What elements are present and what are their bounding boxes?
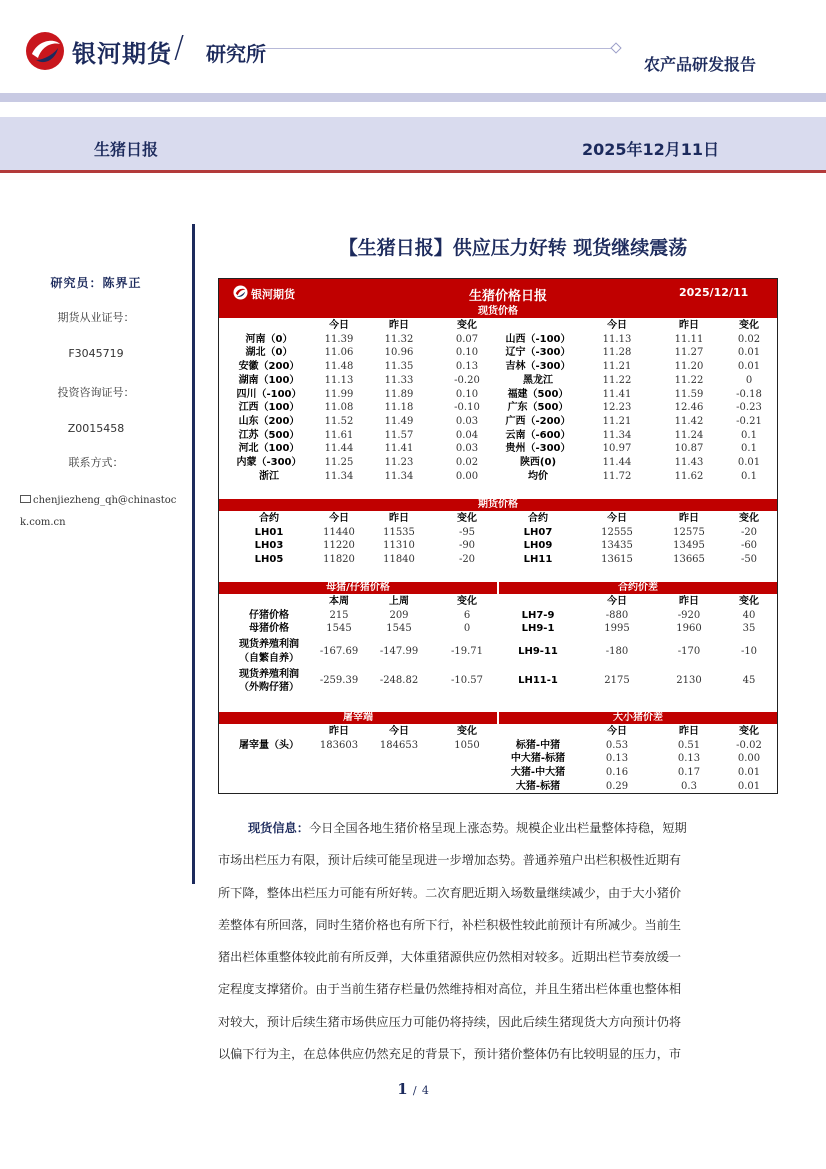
size-label: 大猪-标猪 bbox=[515, 780, 561, 792]
futures-value-left: -90 bbox=[458, 540, 476, 552]
size-header: 昨日 bbox=[679, 726, 699, 737]
spot-value-left: 11.32 bbox=[384, 333, 414, 345]
spread-header: 今日 bbox=[607, 596, 627, 607]
futures-header-right: 合约 bbox=[528, 513, 548, 524]
size-value: 0.53 bbox=[605, 739, 629, 751]
spot-value-right: -0.23 bbox=[736, 402, 762, 414]
size-value: 0.13 bbox=[605, 753, 629, 765]
spot-value-right: -0.18 bbox=[736, 388, 762, 400]
slaughter-value: 1050 bbox=[454, 739, 480, 751]
sow-value: -167.69 bbox=[319, 645, 359, 657]
spot-value-left: 11.61 bbox=[324, 429, 354, 441]
size-value: 0.13 bbox=[677, 753, 701, 765]
diamond-icon bbox=[610, 42, 621, 53]
spread-contract: LH7-9 bbox=[521, 609, 555, 621]
futures-value-right: 12575 bbox=[673, 526, 705, 538]
spot-province-right: 福建（500） bbox=[507, 388, 569, 400]
spread-value: 45 bbox=[742, 675, 756, 687]
spot-value-right: 10.97 bbox=[602, 443, 632, 455]
spread-value: 1960 bbox=[676, 623, 702, 635]
size-value: 0.16 bbox=[605, 767, 629, 779]
spot-value-left: 11.48 bbox=[324, 361, 354, 373]
spot-value-right: 11.20 bbox=[674, 361, 704, 373]
spot-value-right: 11.44 bbox=[602, 457, 632, 468]
futures-contract-left: LH03 bbox=[254, 540, 284, 552]
paragraph-line: 所下降，整体出栏压力可能有所好转。二次育肥近期入场数量继续减少，由于大小猪价 bbox=[218, 885, 682, 900]
futures-value-right: -20 bbox=[740, 526, 758, 538]
spot-value-right: 11.24 bbox=[674, 429, 704, 441]
spot-province-right: 山西（-100） bbox=[505, 333, 571, 345]
spot-value-right: 0.1 bbox=[741, 443, 757, 455]
spot-value-left: 11.18 bbox=[384, 402, 414, 414]
section-sow-piglet: 母猪/仔猪价格 bbox=[219, 582, 497, 594]
futures-value-right: -50 bbox=[740, 554, 758, 566]
spot-value-right: 0 bbox=[745, 374, 753, 386]
futures-value-right: 13665 bbox=[673, 554, 705, 566]
futures-value-left: 11220 bbox=[323, 540, 355, 552]
futures-value-right: 12555 bbox=[601, 526, 633, 538]
researcher-name: 研究员：陈界正 bbox=[50, 276, 142, 290]
page-sep: / bbox=[412, 1084, 417, 1097]
sow-value: 0 bbox=[463, 623, 471, 635]
spot-province-left: 安徽（200） bbox=[238, 361, 300, 373]
license-value: F3045719 bbox=[68, 347, 124, 360]
paragraph-line: 差整体有所回落，同时生猪价格也有所下行，补栏积极性较此前预计有所减少。当前生 bbox=[218, 917, 682, 932]
size-value: 0.00 bbox=[737, 753, 761, 765]
futures-contract-right: LH09 bbox=[523, 540, 553, 552]
spot-value-left: -0.20 bbox=[454, 374, 480, 386]
spot-value-left: 11.39 bbox=[324, 333, 354, 345]
spread-contract: LH11-1 bbox=[518, 675, 558, 687]
spot-value-left: -0.10 bbox=[454, 402, 480, 414]
spot-value-right: 11.27 bbox=[674, 347, 704, 359]
spot-province-left: 湖南（100） bbox=[238, 374, 300, 386]
spread-value: 35 bbox=[742, 623, 756, 635]
spot-value-left: 0.04 bbox=[455, 429, 479, 441]
sow-row-label: 现货养殖利润 bbox=[239, 639, 299, 651]
spot-province-left: 湖北（0） bbox=[245, 347, 293, 359]
spot-value-left: 0.10 bbox=[455, 388, 479, 400]
slaughter-value: 184653 bbox=[379, 739, 419, 751]
spot-value-right: 11.59 bbox=[674, 388, 704, 400]
futures-value-left: -95 bbox=[458, 526, 476, 538]
spot-value-right: 11.43 bbox=[674, 457, 704, 468]
section-futures: 期货价格 bbox=[219, 499, 777, 511]
spot-header-left: 变化 bbox=[457, 320, 477, 331]
sidebar-divider bbox=[192, 224, 195, 884]
futures-contract-right: LH11 bbox=[523, 554, 553, 566]
contact-label: 联系方式： bbox=[68, 456, 124, 469]
spot-value-left: 11.33 bbox=[384, 374, 414, 386]
header-band bbox=[0, 93, 826, 102]
spot-value-left: 11.35 bbox=[384, 361, 414, 373]
page-total: 4 bbox=[421, 1084, 429, 1097]
section-spot: 现货价格 bbox=[219, 306, 777, 318]
spot-province-left: 四川（-100） bbox=[236, 388, 302, 400]
advisory-label: 投资咨询证号： bbox=[57, 386, 135, 399]
spread-header: 昨日 bbox=[679, 596, 699, 607]
spot-province-left: 山东（200） bbox=[238, 415, 300, 427]
spot-value-left: 0.13 bbox=[455, 361, 479, 373]
spot-value-left: 0.10 bbox=[455, 347, 479, 359]
size-value: 0.51 bbox=[677, 739, 701, 751]
spread-contract: LH9-1 bbox=[521, 623, 555, 635]
futures-value-left: -20 bbox=[458, 554, 476, 566]
spot-value-left: 11.41 bbox=[384, 443, 414, 455]
spot-value-right: 0.1 bbox=[741, 429, 757, 441]
futures-contract-right: LH07 bbox=[523, 526, 553, 538]
sow-row-label: 现货养殖利润 bbox=[239, 668, 299, 680]
spread-value: 1995 bbox=[604, 623, 630, 635]
spot-value-left: 11.99 bbox=[324, 388, 354, 400]
paragraph-line bbox=[218, 812, 778, 844]
spot-value-right: 11.21 bbox=[602, 361, 632, 373]
size-header: 变化 bbox=[739, 726, 759, 737]
sow-value: -19.71 bbox=[450, 645, 483, 657]
paragraph-line: 市场出栏压力有限，预计后续可能呈现进一步增加态势。普通养殖户出栏积极性近期有 bbox=[218, 853, 682, 868]
spot-value-right: 11.13 bbox=[602, 333, 632, 345]
spot-value-right: 11.62 bbox=[674, 470, 704, 482]
spot-header-left: 今日 bbox=[329, 320, 349, 331]
slaughter-value: 183603 bbox=[319, 739, 359, 751]
spot-value-right: 0.01 bbox=[737, 457, 761, 468]
futures-header-right: 今日 bbox=[607, 513, 627, 524]
galaxy-futures-logo-icon bbox=[233, 285, 248, 300]
spread-value: -920 bbox=[677, 609, 701, 621]
section-size-spread: 大小猪价差 bbox=[499, 712, 777, 724]
paragraph-lead: 现货信息： bbox=[248, 821, 309, 835]
futures-value-right: 13615 bbox=[601, 554, 633, 566]
spot-value-left: 0.00 bbox=[455, 470, 479, 482]
spot-value-right: 11.42 bbox=[674, 415, 704, 427]
spread-value: 2130 bbox=[676, 675, 702, 687]
spot-province-left: 内蒙（-300） bbox=[236, 457, 302, 468]
section-slaughter: 屠宰端 bbox=[219, 712, 497, 724]
page-number bbox=[0, 1080, 826, 1098]
spot-province-right: 广东（500） bbox=[507, 402, 569, 414]
sow-value: 6 bbox=[463, 609, 471, 621]
size-header: 今日 bbox=[607, 726, 627, 737]
sow-value: 209 bbox=[389, 609, 409, 621]
license-label: 期货从业证号： bbox=[57, 311, 135, 324]
size-value: 0.01 bbox=[737, 780, 761, 792]
spot-value-right: 11.22 bbox=[602, 374, 632, 386]
spot-province-right: 吉林（-300） bbox=[505, 361, 571, 373]
size-label: 大猪-中大猪 bbox=[510, 767, 566, 779]
paragraph-text: 今日全国各地生猪价格呈现上涨态势。规模企业出栏量整体持稳，短期 bbox=[308, 821, 687, 835]
sow-row-sublabel: （外购仔猪） bbox=[239, 682, 299, 694]
spot-value-right: 0.01 bbox=[737, 361, 761, 373]
report-date: 2025年12月11日 bbox=[582, 140, 720, 159]
spot-value-left: 11.34 bbox=[384, 470, 414, 482]
spot-value-right: 10.87 bbox=[674, 443, 704, 455]
spot-province-right: 辽宁（-300） bbox=[505, 347, 571, 359]
size-label: 标猪-中猪 bbox=[515, 739, 561, 751]
table-date: 2025/12/11 bbox=[679, 286, 749, 299]
sow-row-label: 母猪价格 bbox=[249, 623, 289, 635]
sow-header: 本周 bbox=[329, 596, 349, 607]
daily-title: 生猪日报 bbox=[94, 140, 159, 159]
slaughter-header: 今日 bbox=[389, 726, 409, 737]
title-band-rule bbox=[0, 170, 826, 173]
page-title: 【生猪日报】供应压力好转 现货继续震荡 bbox=[338, 237, 688, 259]
sow-header: 上周 bbox=[389, 596, 409, 607]
spot-value-right: -0.21 bbox=[736, 415, 762, 427]
section-spread: 合约价差 bbox=[499, 582, 777, 594]
futures-value-left: 11840 bbox=[383, 554, 415, 566]
spot-value-left: 11.34 bbox=[324, 470, 354, 482]
paragraph-line: 猪出栏体重整体较此前有所反弹，大体重猪源供应仍然相对较多。近期出栏节奏放缓一 bbox=[218, 950, 682, 965]
spot-value-left: 11.89 bbox=[384, 388, 414, 400]
futures-value-right: 13435 bbox=[601, 540, 633, 552]
table-brand: 银河期货 bbox=[251, 288, 295, 301]
sow-header: 变化 bbox=[457, 596, 477, 607]
pig-price-table bbox=[218, 278, 778, 794]
spot-province-right: 黑龙江 bbox=[523, 374, 553, 386]
size-value: 0.17 bbox=[677, 767, 701, 779]
spot-value-right: 11.21 bbox=[602, 415, 632, 427]
slaughter-header: 昨日 bbox=[329, 726, 349, 737]
futures-header-right: 变化 bbox=[739, 513, 759, 524]
report-type: 农产品研发报告 bbox=[644, 55, 757, 74]
sow-value: -147.99 bbox=[379, 645, 419, 657]
futures-value-right: 13495 bbox=[673, 540, 705, 552]
spot-value-right: 0.02 bbox=[737, 333, 761, 345]
spread-value: 40 bbox=[742, 609, 756, 621]
spot-value-right: 11.28 bbox=[602, 347, 632, 359]
spot-province-right: 陕西(0) bbox=[519, 457, 557, 468]
spot-province-left: 浙江 bbox=[259, 470, 279, 482]
spot-value-left: 0.02 bbox=[455, 457, 479, 468]
spread-value: -880 bbox=[605, 609, 629, 621]
spot-header-right: 今日 bbox=[607, 320, 627, 331]
sow-row-label: 仔猪价格 bbox=[249, 609, 289, 621]
contact-email[interactable] bbox=[20, 490, 180, 534]
spot-value-right: 12.46 bbox=[674, 402, 704, 414]
spread-value: 2175 bbox=[604, 675, 630, 687]
futures-value-left: 11535 bbox=[383, 526, 415, 538]
spot-header-right: 昨日 bbox=[679, 320, 699, 331]
spread-value: -180 bbox=[605, 645, 629, 657]
size-value: -0.02 bbox=[736, 739, 762, 751]
sow-value: 1545 bbox=[326, 623, 352, 635]
spot-value-left: 11.57 bbox=[384, 429, 414, 441]
spread-value: -10 bbox=[740, 645, 758, 657]
size-value: 0.01 bbox=[737, 767, 761, 779]
spot-value-left: 11.06 bbox=[324, 347, 354, 359]
spot-value-right: 11.11 bbox=[674, 333, 704, 345]
spot-value-right: 11.34 bbox=[602, 429, 632, 441]
spot-header-right: 变化 bbox=[739, 320, 759, 331]
spot-value-left: 0.03 bbox=[455, 415, 479, 427]
futures-contract-left: LH05 bbox=[254, 554, 284, 566]
spot-value-right: 0.1 bbox=[741, 470, 757, 482]
email-text[interactable]: chenjiezheng_qh@chinastock.com.cn bbox=[20, 495, 177, 528]
sow-value: -10.57 bbox=[450, 675, 483, 687]
mail-icon bbox=[20, 495, 31, 503]
spot-header-left: 昨日 bbox=[389, 320, 409, 331]
slaughter-label: 屠宰量（头） bbox=[239, 739, 299, 751]
spot-province-left: 江西（100） bbox=[238, 402, 300, 414]
sow-value: 215 bbox=[329, 609, 349, 621]
spot-value-left: 0.07 bbox=[455, 333, 479, 345]
institute-name: 研究所 bbox=[206, 42, 266, 66]
spot-province-left: 江苏（500） bbox=[238, 429, 300, 441]
futures-contract-left: LH01 bbox=[254, 526, 284, 538]
spot-value-left: 11.13 bbox=[324, 374, 354, 386]
spot-value-left: 11.23 bbox=[384, 457, 414, 468]
spot-province-right: 广西（-200） bbox=[505, 415, 571, 427]
paragraph-line: 以偏下行为主，在总体供应仍然充足的背景下，预计猪价整体仍有比较明显的压力，市 bbox=[218, 1047, 682, 1062]
paragraph-line: 定程度支撑猪价。由于当前生猪存栏量仍然维持相对高位，并且生猪出栏体重也整体相 bbox=[218, 982, 682, 997]
size-value: 0.3 bbox=[681, 780, 697, 792]
table-header bbox=[219, 279, 777, 306]
page-current: 1 bbox=[397, 1080, 408, 1098]
spot-value-left: 11.44 bbox=[324, 443, 354, 455]
table-title: 生猪价格日报 bbox=[469, 289, 548, 304]
futures-header-left: 昨日 bbox=[389, 513, 409, 524]
advisory-value: Z0015458 bbox=[67, 422, 125, 435]
galaxy-futures-logo-icon bbox=[24, 30, 66, 72]
futures-header-left: 合约 bbox=[259, 513, 279, 524]
spot-value-left: 0.03 bbox=[455, 443, 479, 455]
sow-row-sublabel: （自繁自养） bbox=[239, 652, 299, 664]
spot-value-left: 11.08 bbox=[324, 402, 354, 414]
sow-value: 1545 bbox=[386, 623, 412, 635]
spot-province-right: 云南（-600） bbox=[505, 429, 571, 441]
spot-value-right: 0.01 bbox=[737, 347, 761, 359]
spot-value-left: 11.25 bbox=[324, 457, 354, 468]
futures-header-right: 昨日 bbox=[679, 513, 699, 524]
spot-province-right: 贵州（-300） bbox=[505, 443, 571, 455]
spot-value-left: 10.96 bbox=[384, 347, 414, 359]
futures-header-left: 今日 bbox=[329, 513, 349, 524]
futures-value-left: 11820 bbox=[323, 554, 355, 566]
paragraph-line: 对较大，预计后续生猪市场供应压力可能仍将持续，因此后续生猪现货大方向预计仍将 bbox=[218, 1014, 682, 1029]
size-label: 中大猪-标猪 bbox=[510, 753, 566, 765]
sow-value: -259.39 bbox=[319, 675, 359, 687]
spread-contract: LH9-11 bbox=[518, 645, 558, 657]
header-rule bbox=[255, 48, 615, 49]
size-value: 0.29 bbox=[605, 780, 629, 792]
spot-province-left: 河北（100） bbox=[238, 443, 300, 455]
spot-province-right: 均价 bbox=[528, 470, 548, 482]
spread-header: 变化 bbox=[739, 596, 759, 607]
futures-value-left: 11310 bbox=[383, 540, 415, 552]
brand-name: 银河期货 bbox=[72, 40, 172, 68]
slaughter-header: 变化 bbox=[457, 726, 477, 737]
spot-value-right: 11.41 bbox=[602, 388, 632, 400]
spot-info-paragraph bbox=[218, 812, 778, 1070]
spot-value-left: 11.52 bbox=[324, 415, 354, 427]
spot-value-right: 12.23 bbox=[602, 402, 632, 414]
spot-value-left: 11.49 bbox=[384, 415, 414, 427]
brand-divider: / bbox=[174, 30, 185, 65]
sow-value: -248.82 bbox=[379, 675, 419, 687]
futures-value-left: 11440 bbox=[323, 526, 355, 538]
futures-value-right: -60 bbox=[740, 540, 758, 552]
spread-value: -170 bbox=[677, 645, 701, 657]
spot-value-right: 11.22 bbox=[674, 374, 704, 386]
spot-value-right: 11.72 bbox=[602, 470, 632, 482]
futures-header-left: 变化 bbox=[457, 513, 477, 524]
spot-province-left: 河南（0） bbox=[245, 333, 293, 345]
